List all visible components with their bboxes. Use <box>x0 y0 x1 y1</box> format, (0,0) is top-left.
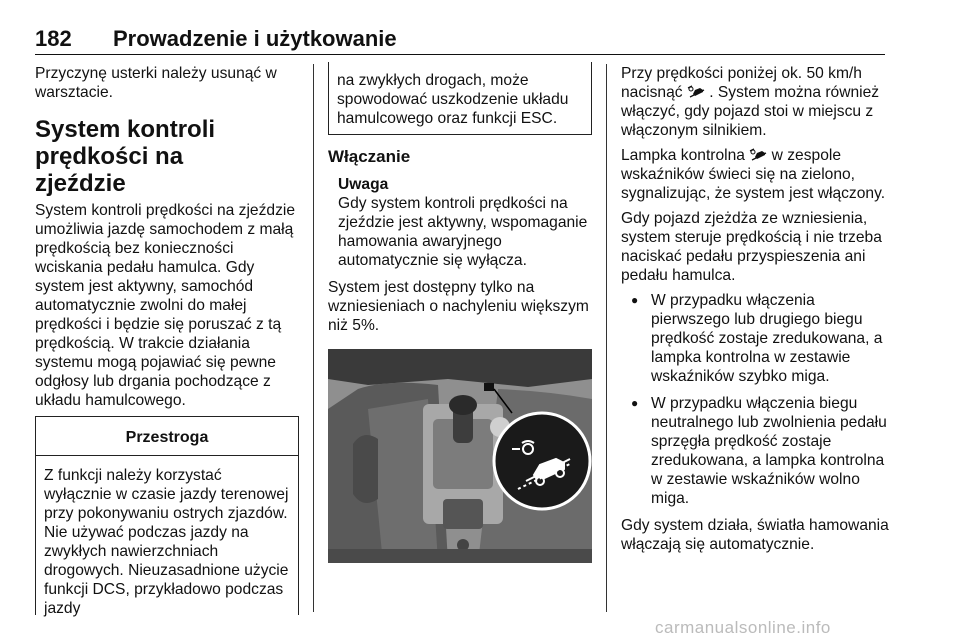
indicator-text <box>621 146 889 203</box>
column-2 <box>328 62 592 568</box>
activation-text-b: . System można również włączyć, gdy pojazd stoi w miejscu z włączonym silnikiem. <box>621 84 880 139</box>
column-divider-1 <box>313 64 314 612</box>
indicator-text-a: Lampka kontrolna <box>621 147 745 164</box>
brake-lights-text: Gdy system działa, światła hamowania włączają się automatycznie. <box>621 517 889 553</box>
activation-text-a: Przy prędkości poniżej ok. 50 km/h nacisnąć <box>621 65 862 101</box>
list-item: ● W przypadku włączenia pierwszego lub drugiego biegu prędkość zostaje zredukowana, a lampka kontrolna w zestawie wskaźników szybko miga. <box>621 291 889 386</box>
warning-continued: na zwykłych drogach, może spowodować uszkodzenie układu hamulcowego oraz funkcji ESC. <box>328 62 592 135</box>
column-3 <box>621 64 889 560</box>
subsection-title: Włączanie <box>328 147 411 166</box>
intro-text: Przyczynę usterki należy usunąć w warsztacie. <box>35 65 277 101</box>
column-1 <box>35 64 299 615</box>
watermark: carmanualsonline.info <box>655 618 831 637</box>
indicator-text-b: w zespole wskaźników świeci się na zielono, sygnalizując, że system jest włączony. <box>621 147 886 202</box>
bullet-list <box>621 291 889 508</box>
availability-text: System jest dostępny tylko na wzniesieniach o nachyleniu większym niż 5%. <box>328 279 589 334</box>
console-illustration <box>328 349 592 563</box>
note-label: Uwaga <box>338 176 389 193</box>
hill-descent-icon <box>687 84 705 99</box>
section-title: System kontroli prędkości na zjeździe <box>35 116 216 197</box>
page-title: Prowadzenie i użytkowanie <box>113 26 397 51</box>
page-header <box>35 20 885 56</box>
warning-box <box>35 416 299 615</box>
hill-descent-indicator-icon <box>749 147 767 162</box>
column-divider-2 <box>606 64 607 612</box>
list-item: ● W przypadku włączenia biegu neutralnego lub zwolnienia pedału sprzęgła prędkość zostaje zredukowana, a lampka kontrolna w zestawie wskaźników wolno miga. <box>621 394 889 508</box>
warning-title: Przestroga <box>36 417 298 456</box>
section-body: System kontroli prędkości na zjeździe umożliwia jazdę samochodem z małą prędkością bez konieczności wciskania pedału hamulca. Gdy system jest aktywny, samochód automatycznie zwolni do małej prędkości i będzie się poruszać z tą prędkością. W trakcie działania systemu mogą pojawiać się pewne odgłosy lub drgania pochodzące z układu hamulcowego. <box>35 202 296 409</box>
warning-text: Z funkcji należy korzystać wyłącznie w czasie jazdy terenowej przy pokonywaniu ostrych zjazdów. Nie używać podczas jazdy na zwykłych nawierzchniach drogowych. Nieuzasadnione użycie funkcji DCS, przykładowo podczas jazdy <box>44 467 289 617</box>
note-text: Gdy system kontroli prędkości na zjeździe jest aktywny, wspomaganie hamowania awaryjnego automatycznie się wyłącza. <box>338 195 588 269</box>
header-rule <box>35 54 885 55</box>
page-number: 182 <box>35 26 72 51</box>
descent-text: Gdy pojazd zjeżdża ze wzniesienia, system steruje prędkością i nie trzeba naciskać pedału przyspieszenia ani pedału hamulca. <box>621 210 882 284</box>
activation-text <box>621 64 889 140</box>
